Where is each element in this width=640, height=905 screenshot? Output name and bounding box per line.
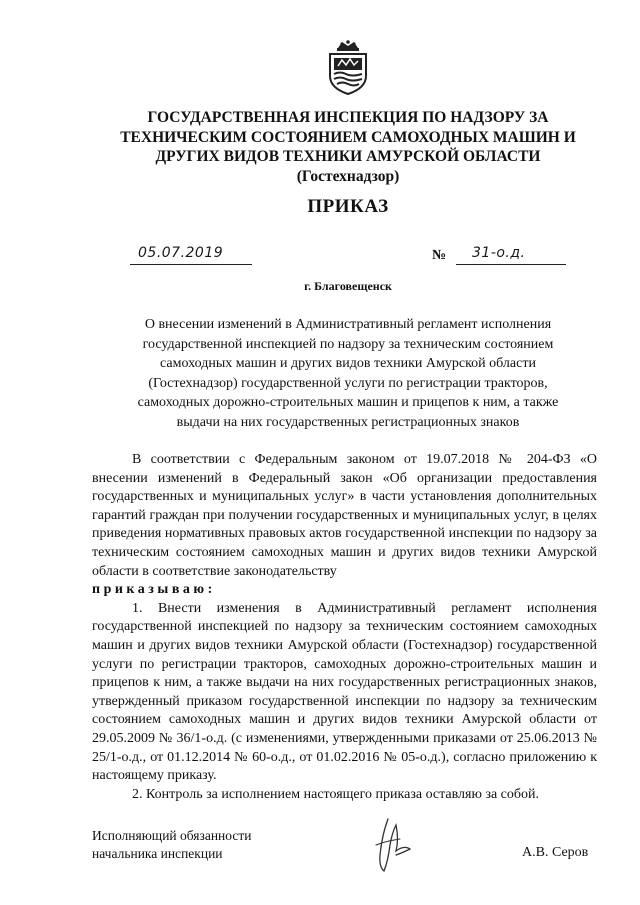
- organization-name-line-1: ГОСУДАРСТВЕННАЯ ИНСПЕКЦИЯ ПО НАДЗОРУ ЗА: [147, 109, 549, 126]
- number-sign: №: [432, 248, 447, 263]
- order-item-2: 2. Контроль за исполнением настоящего приказа оставляю за собой.: [132, 786, 540, 802]
- subject-line: государственной инспекцией по надзору за техническим состоянием: [142, 336, 554, 352]
- organization-name-line-3: ДРУГИХ ВИДОВ ТЕХНИКИ АМУРСКОЙ ОБЛАСТИ: [155, 148, 541, 165]
- subject-line: самоходных дорожно-строительных машин и прицепов к ним, а также: [137, 395, 559, 411]
- order-date-field: [130, 244, 252, 265]
- organization-short-name: (Гостехнадзор): [296, 167, 400, 185]
- order-number: 31-о.д.: [472, 245, 526, 261]
- order-subject: [98, 315, 598, 433]
- signature-icon: [366, 815, 416, 875]
- order-item-1: 1. Внести изменения в Административный регламент исполнения государственной инспекцией по надзору за техническим состоянием самоходных машин и других видов техники Амурской области (Гостехнадзор) государственной услуги по регистрации тракторов, самоходных дорожно-строительных машин и прицепов к ним, а также выдачи на них государственных регистрационных знаков, утвержденный приказом государственной инспекции по надзору за техническим состоянием самоходных машин и других видов техники Амурской области от 29.05.2009 № 36/1-о.д. (с изменениями, утвержденными приказами от 25.06.2013 № 25/1-о.д., от 01.12.2014 № 60-о.д., от 01.02.2016 № 05-о.д.), согласно приложению к настоящему приказу.: [92, 600, 597, 784]
- signatory-position: [92, 827, 251, 863]
- organization-name: [70, 108, 626, 186]
- city: г. Благовещенск: [304, 279, 392, 293]
- organization-name-line-2: ТЕХНИЧЕСКИМ СОСТОЯНИЕМ САМОХОДНЫХ МАШИН И: [120, 128, 576, 146]
- coat-of-arms-icon: [326, 38, 370, 96]
- signatory-position-line-1: Исполняющий обязанности: [92, 828, 252, 843]
- signatory-name: А.В. Серов: [522, 845, 589, 860]
- signatory-position-line-2: начальника инспекции: [92, 846, 223, 861]
- subject-line: (Гостехнадзор) государственной услуги по регистрации тракторов,: [148, 375, 548, 391]
- subject-line: выдачи на них государственных регистрационных знаков: [176, 414, 520, 430]
- subject-line: самоходных машин и других видов техники Амурской области: [160, 356, 536, 372]
- order-date: 05.07.2019: [138, 245, 224, 261]
- order-body: [92, 451, 597, 804]
- order-verb: приказываю:: [92, 582, 216, 598]
- document-title: ПРИКАЗ: [307, 196, 389, 217]
- subject-line: О внесении изменений в Административный регламент исполнения: [144, 317, 552, 332]
- preamble-paragraph: В соответствии с Федеральным законом от 19.07.2018 № 204-ФЗ «О внесении изменений в Федеральный закон «Об организации предоставления государственных и муниципальных услуг» в части установления дополнительных гарантий граждан при получении государственных и муниципальных услуг, в целях приведения нормативных правовых актов государственной инспекции по надзору за техническим состоянием самоходных машин и других видов техники Амурской области в соответствие законодательству: [92, 452, 597, 579]
- order-number-field: [456, 244, 566, 265]
